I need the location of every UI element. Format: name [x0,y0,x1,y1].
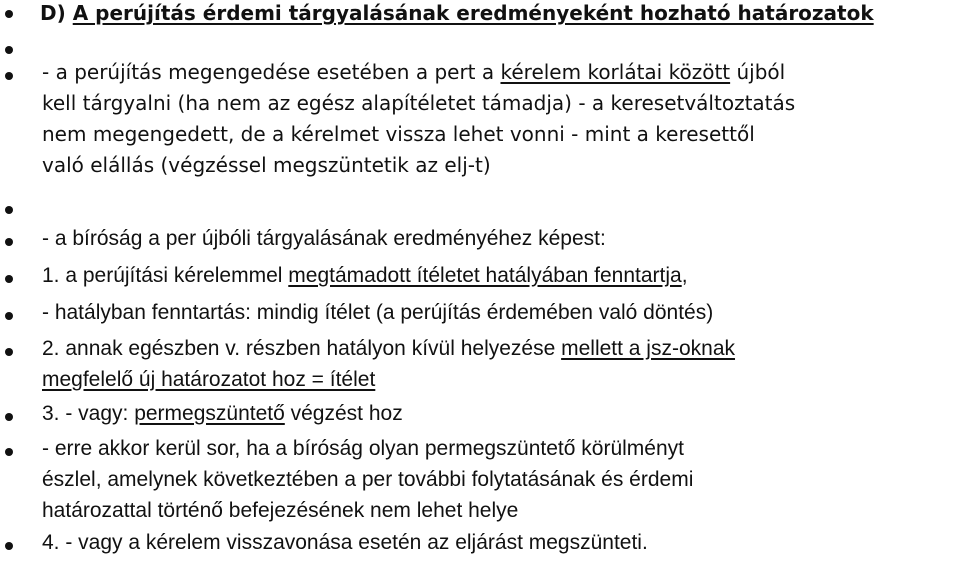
bullet-icon [5,542,13,550]
slide-title [40,0,950,28]
underlined-text: megfelelő új határozatot hoz = ítélet [42,368,376,391]
bullet-icon [5,413,13,421]
bullet-icon [5,72,13,80]
list-item-line [42,261,952,290]
list-item-line [42,58,952,87]
list-item-line [42,334,952,363]
underlined-text: permegszüntető [134,402,285,425]
text-span: , [681,264,688,287]
bullet-icon [5,238,13,246]
bullet-icon [5,275,13,283]
text-span: határozattal történő befejezésének nem lehet helye [42,499,519,522]
bullet-icon [5,348,13,356]
list-item-line [42,151,952,180]
list-item-line [42,434,952,463]
bullet-icon [5,10,13,18]
bullet-icon [5,312,13,320]
text-span: - a bíróság a per újbóli tárgyalásának eredményéhez képest: [42,227,606,250]
list-item-line [42,89,952,118]
text-span: 2. annak egészben v. részben hatályon kívül helyezése [42,337,562,360]
bullet-icon [5,46,13,54]
underlined-text: megtámadott ítéletet hatályában fenntartja [288,264,682,287]
text-span: 1. a perújítási kérelemmel [42,264,289,287]
list-item-line [42,496,952,525]
text-span: 3. - vagy: [42,402,135,425]
text-span: - a perújítás megengedése esetében a pert a [42,60,501,84]
list-item-line [42,465,952,494]
text-span: kell tárgyalni (ha nem az egész alapítéletet támadja) - a keresetváltoztatás [42,91,796,115]
bullet-icon [5,448,13,456]
list-item-line [42,528,952,557]
list-item-line [42,224,952,253]
text-span: újból [730,60,786,84]
text-span: végzést hoz [284,402,403,425]
text-span: - hatályban fenntartás: mindig ítélet (a perújítás érdemében való döntés) [42,301,714,324]
bullet-icon [5,206,13,214]
text-span: 4. - vagy a kérelem visszavonása esetén az eljárást megszünteti. [42,531,648,554]
text-span: nem megengedett, de a kérelmet vissza lehet vonni - mint a keresettől [42,122,755,146]
text-span: való elállás (végzéssel megszüntetik az elj-t) [42,153,491,177]
list-item-line [42,365,952,394]
underlined-text: kérelem korlátai között [500,60,731,84]
list-item-line [42,399,952,428]
text-span: észlel, amelynek következtében a per további folytatásának és érdemi [42,468,694,491]
text-span: - erre akkor kerül sor, ha a bíróság olyan permegszüntető körülményt [42,437,684,460]
list-item-line [42,120,952,149]
list-item-line [42,298,952,327]
title-underlined: A perújítás érdemi tárgyalásának eredményeként hozható határozatok [72,1,874,25]
underlined-text: mellett a jsz-oknak [561,337,736,360]
title-prefix: D) [40,1,73,25]
